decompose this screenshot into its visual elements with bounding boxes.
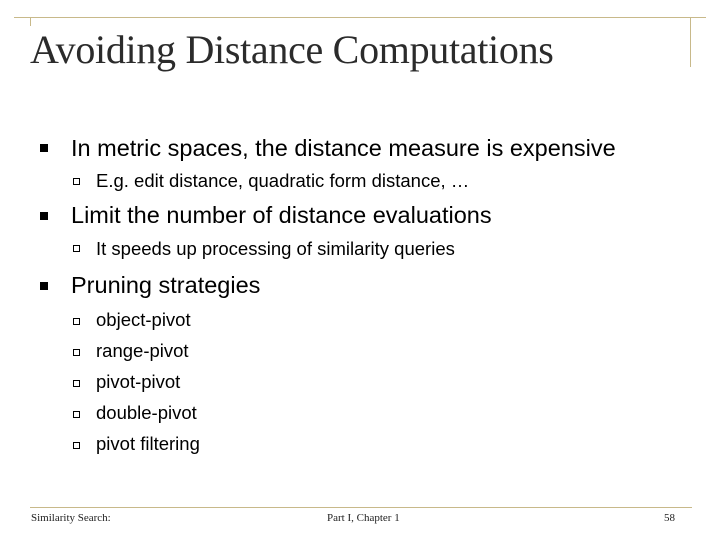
bullet-text: In metric spaces, the distance measure is expensive (71, 135, 616, 161)
sub-bullet-text: It speeds up processing of similarity queries (96, 238, 455, 259)
footer-rule (30, 507, 692, 508)
slide-right-rule (690, 17, 691, 67)
sub-bullet-text: range-pivot (96, 340, 189, 361)
sub-bullet-text: object-pivot (96, 309, 191, 330)
sub-bullet-box-icon (73, 178, 80, 185)
sub-bullet-box-icon (73, 349, 80, 356)
sub-bullet-box-icon (73, 380, 80, 387)
bullet-square-icon (40, 212, 48, 220)
page-number: 58 (664, 512, 675, 524)
footer-left-text: Similarity Search: (31, 512, 111, 524)
sub-bullet-box-icon (73, 442, 80, 449)
bullet-square-icon (40, 282, 48, 290)
sub-bullet-text: pivot-pivot (96, 371, 181, 392)
bullet-text: Limit the number of distance evaluations (71, 202, 492, 228)
slide-top-rule (14, 17, 706, 18)
sub-bullet-text: E.g. edit distance, quadratic form distance, … (96, 170, 470, 191)
slide-title: Avoiding Distance Computations (30, 26, 560, 74)
bullet-square-icon (40, 144, 48, 152)
sub-bullet-text: pivot filtering (96, 433, 200, 454)
sub-bullet-box-icon (73, 245, 80, 252)
bullet-text: Pruning strategies (71, 272, 261, 298)
sub-bullet-box-icon (73, 411, 80, 418)
sub-bullet-text: double-pivot (96, 402, 197, 423)
footer-center-text: Part I, Chapter 1 (327, 512, 400, 524)
sub-bullet-box-icon (73, 318, 80, 325)
